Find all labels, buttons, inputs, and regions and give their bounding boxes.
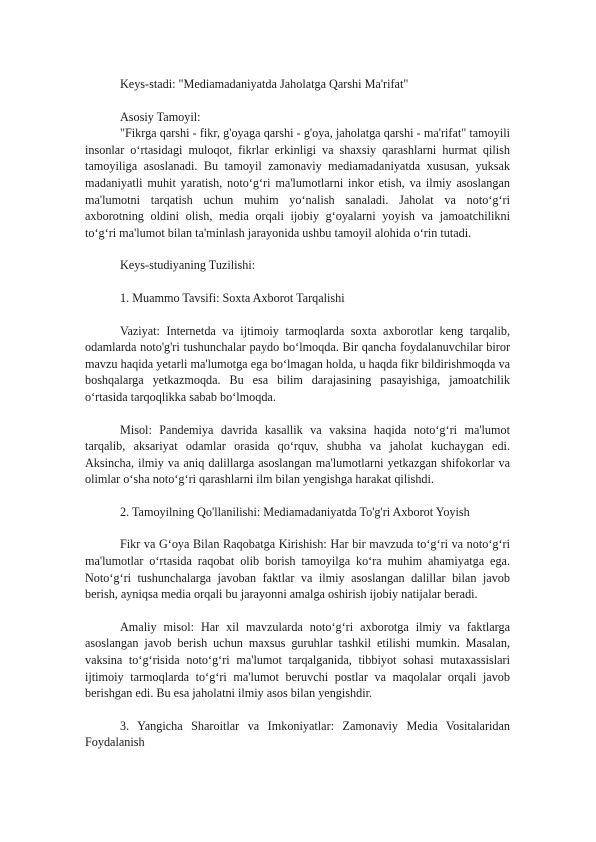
document-title: Keys-stadi: "Mediamadaniyatda Jaholatga Qarshi Ma'rifat" (120, 77, 409, 91)
section3-heading: 3. Yangicha Sharoitlar va Imkoniyatlar: Zamonaviy Media Vositalaridan Foydalanish (85, 718, 510, 750)
document-page (85, 76, 510, 751)
section2-text: Fikr va G‘oya Bilan Raqobatga Kirishish: Har bir mavzuda to‘g‘ri va noto‘g‘ri ma'lumotlar o‘rtasida raqobat olib borish tamoyilga ko‘ra muhim ahamiyatga ega. Noto‘g‘ri tushunchalarga javoban faktlar va ilmiy asoslangan dalillar bilan javob berish, ayniqsa media orqali bu jarayonni amalga oshirish ijobiy natijalar beradi. (85, 537, 510, 602)
section1-example: Misol: Pandemiya davrida kasallik va vaksina haqida noto‘g‘ri ma'lumot tarqalib, aksariyat odamlar orasida qo‘rquv, shubha va jaholat kuchaygan edi. Aksincha, ilmiy va aniq dalillarga asoslangan ma'lumotlarni yetkazgan shifokorlar va olimlar o‘sha noto‘g‘ri qarashlarni ilm bilan yengishga harakat qilishdi. (85, 422, 510, 487)
section1-heading: 1. Muammo Tavsifi: Soxta Axborot Tarqalishi (120, 290, 345, 305)
principle-heading: Asosiy Tamoyil: (120, 109, 201, 124)
section2-example: Amaliy misol: Har xil mavzularda noto‘g‘ri axborotga ilmiy va faktlarga asoslangan javob berish uchun maxsus guruhlar tashkil etilishi mumkin. Masalan, vaksina to‘g‘risida noto‘g‘ri ma'lumot tarqalganida, tibbiyot sohasi mutaxassislari ijtimoiy tarmoqlarda to‘g‘ri ma'lumot beruvchi postlar va maqolalar orqali javob berishgan edi. Bu esa jaholatni ilmiy asos bilan yengishdir. (85, 619, 510, 701)
section1-situation: Vaziyat: Internetda va ijtimoiy tarmoqlarda soxta axborotlar keng tarqalib, odamlarda noto'g'ri tushunchalar paydo bo‘lmoqda. Bir qancha foydalanuvchilar biror mavzu haqida yetarli ma'lumotga ega bo‘lmagan holda, u haqda fikr bildirishmoqda va boshqalarga yetkazmoqda. Bu esa bilim darajasining pasayishiga, jamoatchilik o‘rtasida tarqoqlikka sabab bo‘lmoqda. (85, 323, 510, 404)
structure-heading: Keys-studiyaning Tuzilishi: (120, 258, 256, 273)
principle-text: "Fikrga qarshi - fikr, g'oyaga qarshi - g'oya, jaholatga qarshi - ma'rifat" tamoyili insonlar o‘rtasidagi muloqot, fikrlar erkinligi va shaxsiy qarashlarni hurmat qilish tamoyiliga asoslanadi. Bu tamoyil zamonaviy mediamadaniyatda xususan, yuksak madaniyatli muhit yaratish, noto‘g‘ri ma'lumotlarni inkor etish, va ilmiy asoslangan ma'lumotni tarqatish uchun muhim yo‘nalish sanaladi. Jaholat va noto‘g‘ri axborotning oldini olish, media orqali ijobiy g‘oyalarni yoyish va jamoatchilikni to‘g‘ri ma'lumot bilan ta'minlash jarayonida ushbu tamoyil alohida o‘rin tutadi. (85, 126, 510, 240)
section2-heading: 2. Tamoyilning Qo'llanilishi: Mediamadaniyatda To'g'ri Axborot Yoyish (120, 504, 470, 519)
